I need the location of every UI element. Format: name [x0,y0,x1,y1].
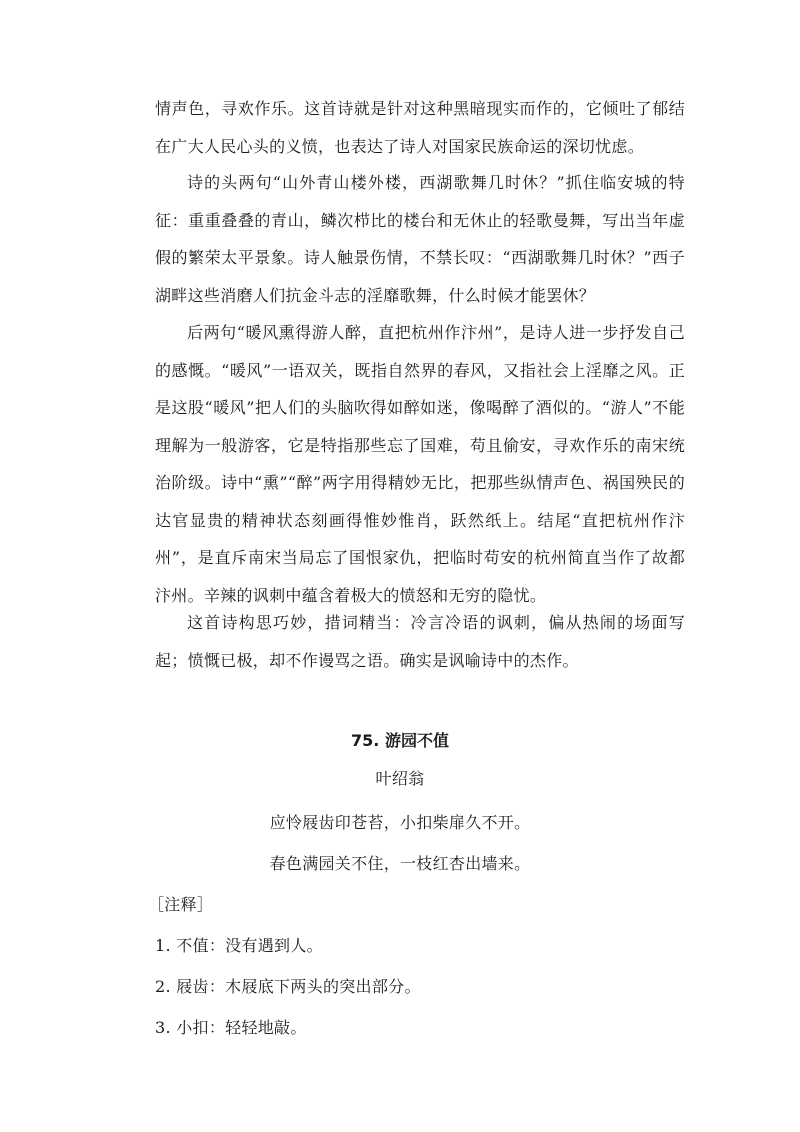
paragraph-last-two-lines: 后两句“暖风熏得游人醉，直把杭州作汴州”，是诗人进一步抒发自己的感慨。“暖风”一语双关，既指自然界的春风，又指社会上淫靡之风。正是这股“暖风”把人们的头脑吹得如醉如迷，像喝醉了酒似的。“游人”不能理解为一般游客，它是特指那些忘了国难，苟且偷安，寻欢作乐的南宋统治阶级。诗中“熏”“醉”两字用得精妙无比，把那些纵情声色、祸国殃民的达官显贵的精神状态刻画得惟妙惟肖，跃然纸上。结尾“直把杭州作汴州”，是直斥南宋当局忘了国恨家仇，把临时苟安的杭州简直当作了故都汴州。辛辣的讽刺中蕴含着极大的愤怒和无穷的隐忧。 [155,323,685,605]
note-item-3: 3. 小扣：轻轻地敲。 [155,1018,307,1037]
notes-heading: ［注释］ [148,895,214,914]
note-item-2: 2. 屐齿：木屐底下两头的突出部分。 [155,977,421,996]
paragraph-summary: 这首诗构思巧妙，措词精当：冷言冷语的讽刺，偏从热闹的场面写起；愤慨已极，却不作谩骂之语。确实是讽喻诗中的杰作。 [155,613,685,670]
paragraph-first-two-lines: 诗的头两句“山外青山楼外楼，西湖歌舞几时休？”抓住临安城的特征：重重叠叠的青山，鳞次栉比的楼台和无休止的轻歌曼舞，写出当年虚假的繁荣太平景象。诗人触景伤情，不禁长叹：“西湖歌舞几时休？”西子湖畔这些消磨人们抗金斗志的淫靡歌舞，什么时候才能罢休？ [155,173,685,305]
poem-line-1: 应怜屐齿印苍苔，小扣柴扉久不开。 [269,813,531,832]
poem-line-2: 春色满园关不住，一枝红杏出墙来。 [269,854,531,873]
note-item-1: 1. 不值：没有遇到人。 [155,936,323,955]
poem-author: 叶绍翁 [375,769,425,788]
poem-title: 75. 游园不值 [351,731,449,750]
paragraph-continuation: 情声色，寻欢作乐。这首诗就是针对这种黑暗现实而作的，它倾吐了郁结在广大人民心头的义愤，也表达了诗人对国家民族命运的深切忧虑。 [155,99,685,156]
